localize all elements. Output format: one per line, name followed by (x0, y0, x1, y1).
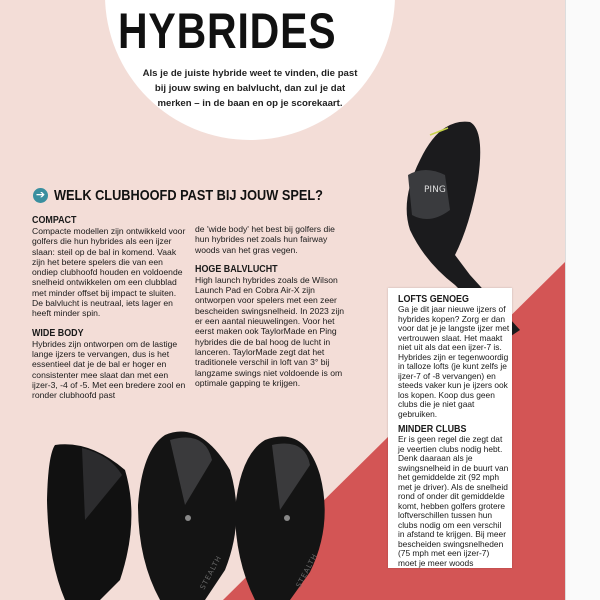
section-title: WELK CLUBHOOFD PAST BIJ JOUW SPEL? (54, 187, 323, 204)
sidebar-heading: MINDER CLUBS (398, 423, 467, 435)
page-title: HYBRIDES (118, 3, 337, 59)
article-text: Hybrides zijn ontworpen om de lastige lange ijzers te vervangen, dus is het essentieel dat je de bal er hoger en consistenter mee slaat dan met een ijzer-3, -4 of -5. Met een bredere zool en ronder clubhoofd past (32, 338, 186, 401)
sidebar-heading: LOFTS GENOEG (398, 293, 469, 305)
stealth-logo-text: STEALTH (294, 552, 320, 589)
article-column-middle (195, 224, 350, 396)
sidebar-text: Ga je dit jaar nieuwe ijzers of hybrides kopen? Zorg er dan voor dat je je langste ijzer met vertrouwen slaat. Het maakt niet uit als dat een ijzer-7 is. Hybrides zijn er tegenwoordig in talloze lofts (je kunt zelfs je ijzer-7 of -8 vervangen) en steeds vaker kun je ijzers ook los kopen. Koop dus geen clubs die je niet gaat gebruiken. (398, 304, 510, 419)
stealth-hybrid-image-1 (138, 432, 236, 600)
sidebar-text: Er is geen regel die zegt dat je veertien clubs nodig hebt. Denk daaraan als je swingsnelheid in de buurt van het gemiddelde zit (92 mph met je driver). Als de snelheid rond of onder dit gemiddelde komt, hebben golfers grotere loftverschillen tussen hun clubs nodig om een verschil in afstand te krijgen. Bij meer bescheiden swingsnelheden (75 mph met een ijzer-7) moet je meer woods (398, 434, 509, 568)
article-text: de 'wide body' het best bij golfers die hun hybrides net zoals hun fairway woods van het gras vegen. (195, 224, 335, 255)
article-column-left (32, 214, 187, 408)
section-heading (33, 187, 370, 204)
article-heading: HOGE BALVLUCHT (195, 262, 278, 275)
sidebar-box (388, 288, 512, 568)
intro-text: Als je de juiste hybride weet te vinden, die past bij jouw swing en balvlucht, dan zul je dat merken – in de baan en op je scorekaart. (142, 68, 358, 109)
page-edge (565, 0, 600, 600)
stealth-hybrid-image-2 (235, 437, 325, 600)
compact-hybrid-image (47, 444, 131, 600)
stealth-logo-text: STEALTH (198, 554, 224, 591)
article-heading: COMPACT (32, 214, 77, 226)
article-heading: WIDE BODY (32, 326, 84, 339)
sidebar-column (398, 294, 510, 568)
ping-logo-text: PING (424, 185, 446, 195)
arrow-right-circle-icon: ➔ (33, 188, 48, 203)
article-text: High launch hybrides zoals de Wilson Launch Pad en Cobra Air-X zijn ontworpen voor spelers met een zeer bescheiden swingsnelheid. In 2023 zijn er een aantal nieuwelingen. Voor het eerst maken ook TaylorMade en Ping hybrides die de bal hoog de lucht in lanceren. TaylorMade zegt dat het traditionele verschil in loft van 3° bij langzame swings niet voldoende is om optimale gapping te krijgen. (195, 274, 345, 388)
article-text: Compacte modellen zijn ontwikkeld voor golfers die hun hybrides als een ijzer slaan: steil op de bal in komend. Vaak zijn het betere spelers die van een ondiep clubhoofd houden en voldoende snelheid ontwikkelen om een clubblad met minder offset bij impact te sluiten. De balvlucht is neutraal, iets lager en heeft minder spin. (32, 226, 186, 319)
